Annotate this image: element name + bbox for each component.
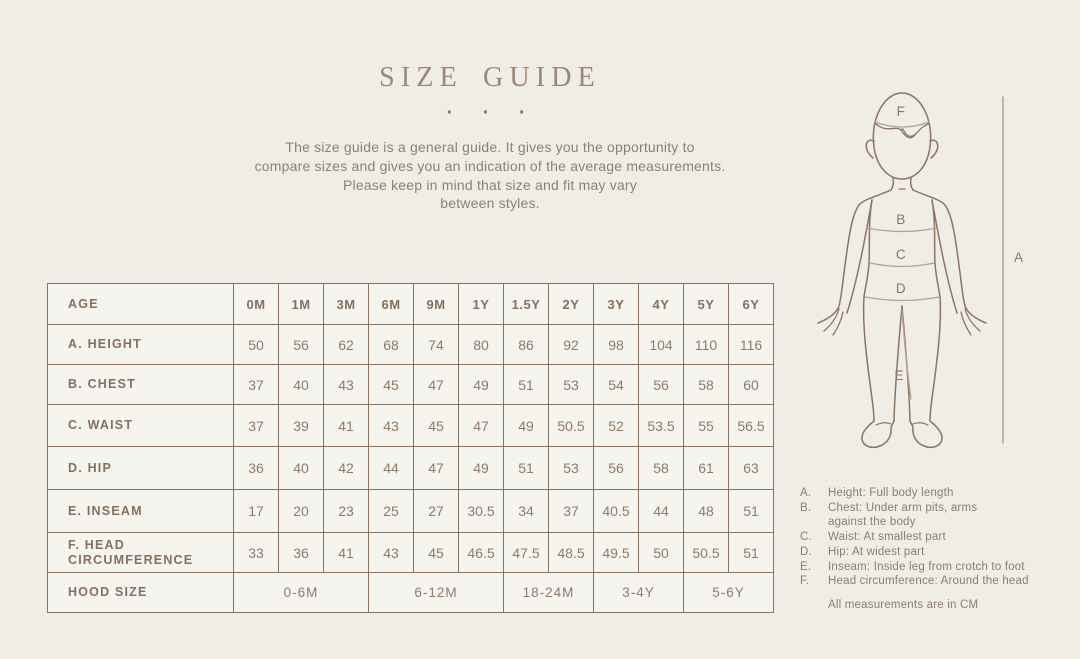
row-label-cell: F. HEAD CIRCUMFERENCE bbox=[48, 533, 234, 573]
value-cell: 42 bbox=[324, 447, 369, 490]
legend-key: C. bbox=[800, 531, 812, 544]
value-cell: 98 bbox=[594, 325, 639, 365]
label-inseam: E bbox=[894, 368, 904, 383]
legend-text: Chest: Under arm pits, arms against the body bbox=[828, 501, 978, 529]
label-waist: C bbox=[895, 247, 907, 262]
value-cell: 51 bbox=[729, 490, 774, 533]
value-cell: 44 bbox=[639, 490, 684, 533]
value-cell: 46.5 bbox=[459, 533, 504, 573]
size-table-body bbox=[48, 284, 774, 613]
legend-text: Inseam: Inside leg from crotch to foot bbox=[828, 560, 1025, 573]
value-cell: 44 bbox=[369, 447, 414, 490]
value-cell: 80 bbox=[459, 325, 504, 365]
size-header-cell: 0M bbox=[234, 284, 279, 325]
legend-key: B. bbox=[800, 501, 812, 514]
legend-item-height bbox=[800, 486, 1060, 501]
measurement-legend bbox=[800, 486, 1060, 613]
value-cell: 45 bbox=[369, 365, 414, 405]
value-cell: 86 bbox=[504, 325, 549, 365]
legend-text: Hip: At widest part bbox=[828, 545, 925, 558]
row-label-cell: B. CHEST bbox=[48, 365, 234, 405]
legend-item-hip bbox=[800, 545, 1060, 560]
value-cell: 43 bbox=[369, 405, 414, 447]
value-cell: 92 bbox=[549, 325, 594, 365]
body-outline bbox=[818, 93, 986, 447]
value-cell: 47 bbox=[459, 405, 504, 447]
value-cell: 41 bbox=[324, 405, 369, 447]
legend-key: A. bbox=[800, 487, 812, 499]
value-cell: 53 bbox=[549, 447, 594, 490]
value-cell: 104 bbox=[639, 325, 684, 365]
row-label-cell: D. HIP bbox=[48, 447, 234, 490]
size-header-cell: 3M bbox=[324, 284, 369, 325]
value-cell: 47.5 bbox=[504, 533, 549, 573]
legend-item-chest bbox=[800, 501, 1060, 530]
value-cell: 40 bbox=[279, 447, 324, 490]
value-cell: 36 bbox=[279, 533, 324, 573]
value-cell: 49.5 bbox=[594, 533, 639, 573]
value-cell: 55 bbox=[684, 405, 729, 447]
hood-span-cell: 5-6Y bbox=[684, 573, 774, 613]
size-header-cell: 1Y bbox=[459, 284, 504, 325]
value-cell: 110 bbox=[684, 325, 729, 365]
value-cell: 50.5 bbox=[549, 405, 594, 447]
value-cell: 45 bbox=[414, 533, 459, 573]
value-cell: 48 bbox=[684, 490, 729, 533]
measurements-unit-note: All measurements are in CM bbox=[828, 598, 979, 611]
label-height: A bbox=[1014, 250, 1024, 265]
table-row bbox=[48, 325, 774, 365]
table-row bbox=[48, 533, 774, 573]
legend-key: F. bbox=[800, 575, 810, 588]
legend-item-head-circumference bbox=[800, 574, 1060, 589]
value-cell: 53 bbox=[549, 365, 594, 405]
row-label-cell: A. HEIGHT bbox=[48, 325, 234, 365]
age-header-cell: AGE bbox=[48, 284, 234, 325]
waist-line bbox=[870, 263, 934, 267]
legend-key: E. bbox=[800, 560, 812, 573]
value-cell: 23 bbox=[324, 490, 369, 533]
value-cell: 30.5 bbox=[459, 490, 504, 533]
legend-text: Waist: At smallest part bbox=[828, 531, 946, 544]
value-cell: 116 bbox=[729, 325, 774, 365]
value-cell: 52 bbox=[594, 405, 639, 447]
hood-span-cell: 6-12M bbox=[369, 573, 504, 613]
value-cell: 51 bbox=[504, 365, 549, 405]
value-cell: 60 bbox=[729, 365, 774, 405]
hood-span-cell: 0-6M bbox=[234, 573, 369, 613]
value-cell: 27 bbox=[414, 490, 459, 533]
legend-text: Height: Full body length bbox=[828, 487, 954, 499]
legend-text: Head circumference: Around the head bbox=[828, 575, 1029, 588]
size-header-cell: 9M bbox=[414, 284, 459, 325]
size-header-cell: 6M bbox=[369, 284, 414, 325]
legend-key: D. bbox=[800, 545, 812, 558]
value-cell: 20 bbox=[279, 490, 324, 533]
value-cell: 56 bbox=[594, 447, 639, 490]
legend-item-inseam bbox=[800, 560, 1060, 575]
size-header-cell: 5Y bbox=[684, 284, 729, 325]
value-cell: 40.5 bbox=[594, 490, 639, 533]
measurement-lines bbox=[865, 97, 1003, 443]
value-cell: 37 bbox=[234, 365, 279, 405]
table-row bbox=[48, 365, 774, 405]
table-row bbox=[48, 447, 774, 490]
value-cell: 51 bbox=[504, 447, 549, 490]
value-cell: 37 bbox=[549, 490, 594, 533]
value-cell: 36 bbox=[234, 447, 279, 490]
size-header-cell: 1.5Y bbox=[504, 284, 549, 325]
hood-span-cell: 3-4Y bbox=[594, 573, 684, 613]
row-label-cell: E. INSEAM bbox=[48, 490, 234, 533]
intro-line: Please keep in mind that size and fit may vary bbox=[342, 176, 637, 193]
intro-line: The size guide is a general guide. It gives you the opportunity to bbox=[285, 139, 695, 155]
value-cell: 50 bbox=[234, 325, 279, 365]
value-cell: 56 bbox=[279, 325, 324, 365]
value-cell: 49 bbox=[459, 365, 504, 405]
table-row bbox=[48, 284, 774, 325]
value-cell: 50 bbox=[639, 533, 684, 573]
value-cell: 51 bbox=[729, 533, 774, 573]
intro-line: between styles. bbox=[440, 195, 540, 212]
row-label-cell: C. WAIST bbox=[48, 405, 234, 447]
value-cell: 47 bbox=[414, 365, 459, 405]
body-diagram-svg bbox=[800, 83, 1040, 458]
value-cell: 49 bbox=[504, 405, 549, 447]
value-cell: 41 bbox=[324, 533, 369, 573]
value-cell: 17 bbox=[234, 490, 279, 533]
value-cell: 33 bbox=[234, 533, 279, 573]
value-cell: 58 bbox=[639, 447, 684, 490]
value-cell: 62 bbox=[324, 325, 369, 365]
value-cell: 53.5 bbox=[639, 405, 684, 447]
value-cell: 47 bbox=[414, 447, 459, 490]
value-cell: 43 bbox=[369, 533, 414, 573]
value-cell: 56 bbox=[639, 365, 684, 405]
table-row bbox=[48, 490, 774, 533]
value-cell: 45 bbox=[414, 405, 459, 447]
body-diagram bbox=[800, 83, 1040, 458]
size-table bbox=[47, 283, 774, 613]
table-row bbox=[48, 573, 774, 613]
page-title: SIZE GUIDE bbox=[379, 62, 601, 93]
title-divider-dots: · · · bbox=[446, 102, 534, 124]
size-header-cell: 1M bbox=[279, 284, 324, 325]
size-header-cell: 4Y bbox=[639, 284, 684, 325]
value-cell: 74 bbox=[414, 325, 459, 365]
size-header-cell: 6Y bbox=[729, 284, 774, 325]
value-cell: 68 bbox=[369, 325, 414, 365]
label-head-circumference: F bbox=[896, 104, 906, 119]
label-hip: D bbox=[895, 281, 907, 296]
value-cell: 54 bbox=[594, 365, 639, 405]
value-cell: 48.5 bbox=[549, 533, 594, 573]
legend-item-waist bbox=[800, 530, 1060, 545]
hood-size-label-cell: HOOD SIZE bbox=[48, 573, 234, 613]
value-cell: 61 bbox=[684, 447, 729, 490]
size-header-cell: 3Y bbox=[594, 284, 639, 325]
hood-span-cell: 18-24M bbox=[504, 573, 594, 613]
figure-letters bbox=[894, 104, 1023, 383]
chest-line bbox=[867, 228, 937, 232]
value-cell: 43 bbox=[324, 365, 369, 405]
hip-line bbox=[865, 297, 939, 301]
value-cell: 39 bbox=[279, 405, 324, 447]
value-cell: 50.5 bbox=[684, 533, 729, 573]
value-cell: 63 bbox=[729, 447, 774, 490]
head-circumference-line bbox=[875, 122, 929, 127]
value-cell: 37 bbox=[234, 405, 279, 447]
value-cell: 49 bbox=[459, 447, 504, 490]
label-chest: B bbox=[896, 212, 906, 227]
value-cell: 58 bbox=[684, 365, 729, 405]
size-header-cell: 2Y bbox=[549, 284, 594, 325]
value-cell: 40 bbox=[279, 365, 324, 405]
value-cell: 25 bbox=[369, 490, 414, 533]
intro-line: compare sizes and gives you an indication of the average measurements. bbox=[254, 157, 726, 174]
value-cell: 56.5 bbox=[729, 405, 774, 447]
value-cell: 34 bbox=[504, 490, 549, 533]
table-row bbox=[48, 405, 774, 447]
